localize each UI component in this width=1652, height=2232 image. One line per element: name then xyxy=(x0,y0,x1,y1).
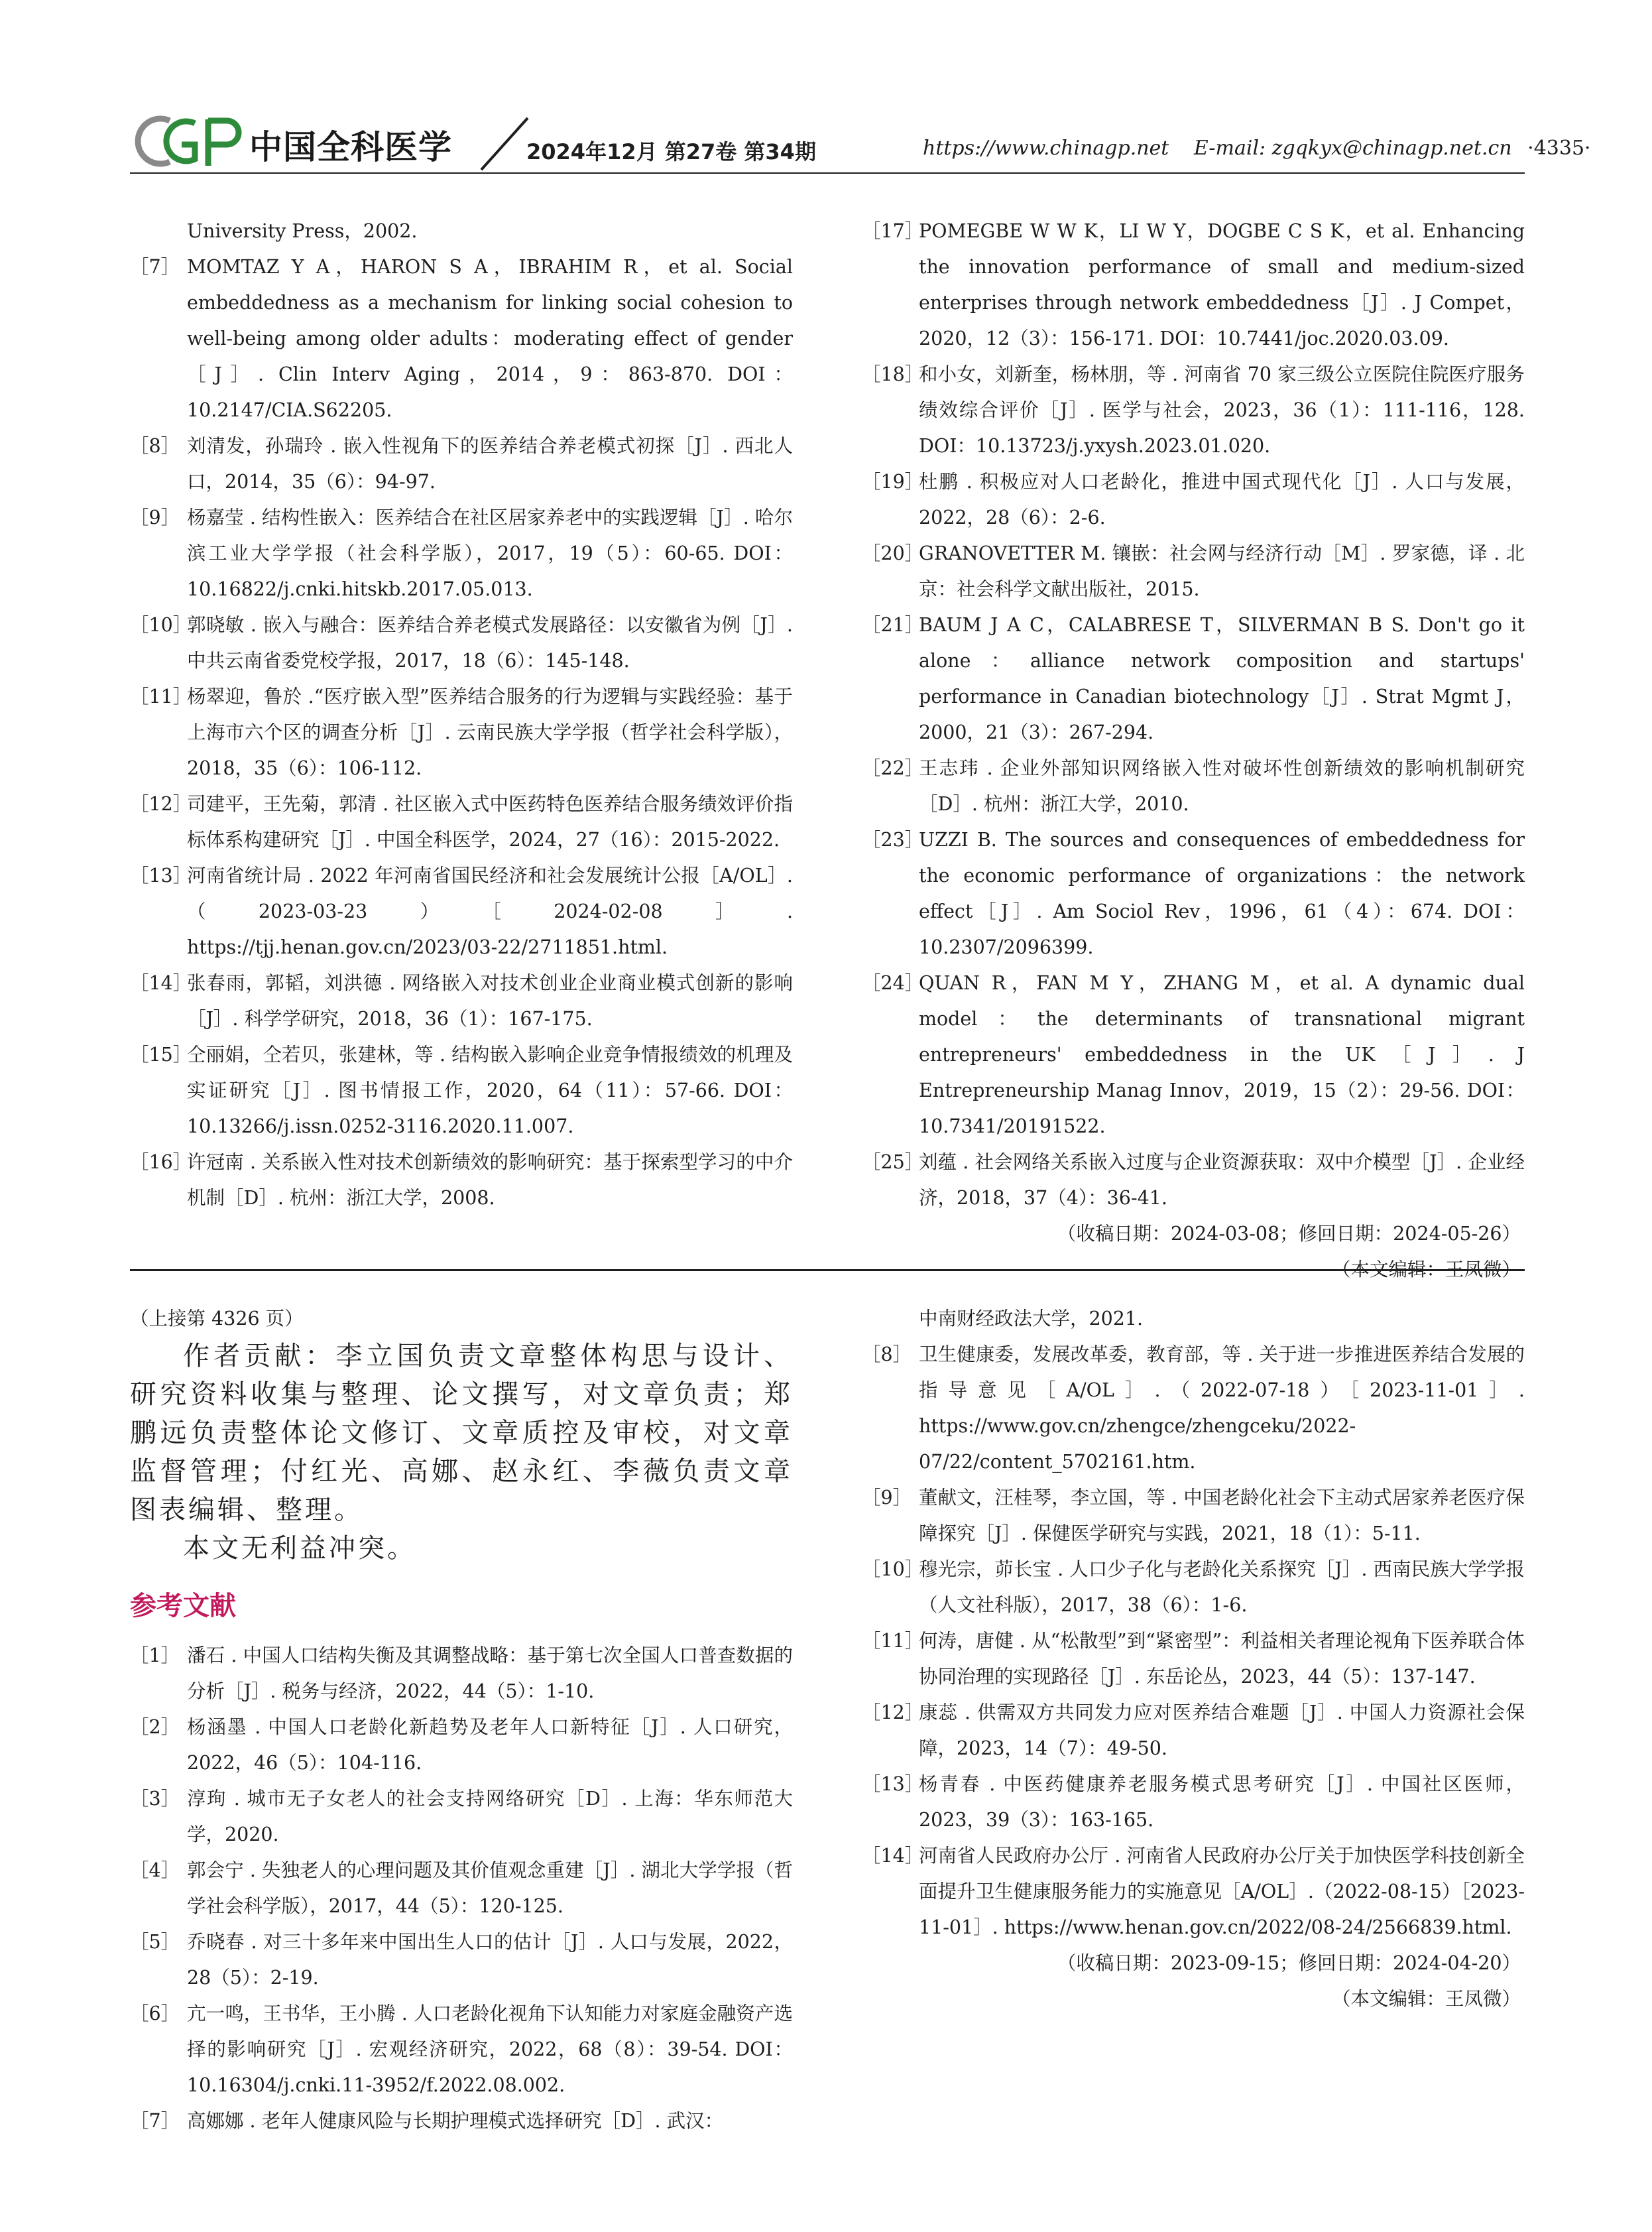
reference-item: ［7］ MOMTAZ Y A，HARON S A，IBRAHIM R，et al. Social embeddedness as a mechanism for linking social cohesion to well-being among older adults：moderating effect of gender［J］. Clin Interv Aging，2014，9：863-870. DOI：10.2147/CIA.S62205. xyxy=(130,256,793,421)
reference-item: ［5］ 乔晓春 . 对三十多年来中国出生人口的估计［J］. 人口与发展，2022，28（5）：2-19. xyxy=(130,1931,793,1989)
reference-item: ［19］ 杜鹏 . 积极应对人口老龄化，推进中国式现代化［J］. 人口与发展，2022，28（6）：2-6. xyxy=(862,471,1525,528)
reference-item: ［25］ 刘蕴 . 社会网络关系嵌入过度与企业资源获取：双中介模型［J］. 企业经济，2018，37（4）：36-41. xyxy=(862,1151,1525,1209)
page-header xyxy=(130,113,1591,172)
reference-item: ［3］ 淳珣 . 城市无子女老人的社会支持网络研究［D］. 上海：华东师范大学，2020. xyxy=(130,1788,793,1845)
header-rule xyxy=(130,172,1525,174)
reference-item: ［8］ 卫生健康委，发展改革委，教育部，等 . 关于进一步推进医养结合发展的指导意见［A/OL］.（2022-07-18）［2023-11-01］. https://www.gov.cn/zhengce/zhengceku/2022-07/22/content_5702161.htm. xyxy=(862,1343,1525,1473)
reference-item: ［22］ 王志玮 . 企业外部知识网络嵌入性对破坏性创新绩效的影响机制研究［D］. 杭州：浙江大学，2010. xyxy=(862,757,1525,815)
top-right-column xyxy=(862,214,1525,1288)
reference-item: ［2］ 杨涵墨 . 中国人口老龄化新趋势及老年人口新特征［J］. 人口研究，2022，46（5）：104-116. xyxy=(130,1716,793,1774)
reference-item: ［15］ 仝丽娟，仝若贝，张建林，等 . 结构嵌入影响企业竞争情报绩效的机理及实证研究［J］. 图书情报工作，2020，64（11）：57-66. DOI：10.13266/j.issn.0252-3116.2020.11.007. xyxy=(130,1044,793,1137)
reference-item: ［23］ UZZI B. The sources and consequences of embeddedness for the economic performance of organizations：the network effect［J］. Am Sociol Rev，1996，61（4）：674. DOI：10.2307/2096399. xyxy=(862,829,1525,958)
reference-item: ［8］ 刘清发，孙瑞玲 . 嵌入性视角下的医养结合养老模式初探［J］. 西北人口，2014，35（6）：94-97. xyxy=(130,435,793,493)
reference-item: ［9］ 董献文，汪桂琴，李立国，等 . 中国老龄化社会下主动式居家养老医疗保障探究［J］. 保健医学研究与实践，2021，18（1）：5-11. xyxy=(862,1487,1525,1544)
top-left-column xyxy=(130,214,793,1216)
reference-item: ［17］ POMEGBE W W K，LI W Y，DOGBE C S K，et al. Enhancing the innovation performance of small and medium-sized enterprises through network embeddedness［J］. J Compet，2020，12（3）：156-171. DOI：10.7441/joc.2020.03.09. xyxy=(862,220,1525,349)
reference-item: ［13］ 河南省统计局 . 2022 年河南省国民经济和社会发展统计公报［A/OL］.（2023-03-23）［2024-02-08］. https://tjj.henan.gov.cn/2023/03-22/2711851.html. xyxy=(130,865,793,958)
received-dates: （收稿日期：2024-03-08；修回日期：2024-05-26） xyxy=(1057,1223,1521,1245)
reference-item: ［11］ 杨翠迎，鲁於 .“医疗嵌入型”医养结合服务的行为逻辑与实践经验：基于上海市六个区的调查分析［J］. 云南民族大学学报（哲学社会科学版），2018，35（6）：106-112. xyxy=(130,686,793,779)
reference-item: ［11］ 何涛，唐健 . 从“松散型”到“紧密型”：利益相关者理论视角下医养联合体协同治理的实现路径［J］. 东岳论丛，2023，44（5）：137-147. xyxy=(862,1630,1525,1688)
references-title: 参考文献 xyxy=(130,1591,236,1621)
section-divider xyxy=(130,1269,1525,1271)
reference-item: ［9］ 杨嘉莹 . 结构性嵌入：医养结合在社区居家养老中的实践逻辑［J］. 哈尔滨工业大学学报（社会科学版），2017，19（5）：60-65. DOI：10.16822/j.cnki.hitskb.2017.05.013. xyxy=(130,507,793,600)
reference-item: ［12］ 康蕊 . 供需双方共同发力应对医养结合难题［J］. 中国人力资源社会保障，2023，14（7）：49-50. xyxy=(862,1702,1525,1759)
reference-item: ［13］ 杨青春 . 中医药健康养老服务模式思考研究［J］. 中国社区医师，2023，39（3）：163-165. xyxy=(862,1773,1525,1831)
journal-name: 中国全科医学 xyxy=(249,128,452,166)
author-contribution: 作者贡献：李立国负责文章整体构思与设计、研究资料收集与整理、论文撰写，对文章负责；郑鹏远负责整体论文修订、文章质控及审校，对文章监督管理；付红光、高娜、赵永红、李薇负责文章图表编辑、整理。 xyxy=(130,1341,793,1525)
editor-note: （本文编辑：王凤微） xyxy=(1331,1988,1521,2010)
reference-item: ［24］ QUAN R，FAN M Y，ZHANG M，et al. A dynamic dual model：the determinants of transnational migrant entrepreneurs' embeddedness in the UK［J］. J Entrepreneurship Manag Innov，2019，15（2）：29-56. DOI：10.7341/20191522. xyxy=(862,972,1525,1137)
reference-item: ［21］ BAUM J A C，CALABRESE T，SILVERMAN B S. Don't go it alone：alliance network composition and startups' performance in Canadian biotechnology［J］. Strat Mgmt J，2000，21（3）：267-294. xyxy=(862,614,1525,743)
ref-continuation: 中南财经政法大学，2021. xyxy=(919,1308,1144,1330)
journal-email[interactable]: E-mail: zgqkyx@chinagp.net.cn xyxy=(1193,137,1512,160)
reference-item: ［20］ GRANOVETTER M. 镶嵌：社会网与经济行动［M］. 罗家德，译 . 北京：社会科学文献出版社，2015. xyxy=(862,542,1525,600)
reference-item: ［14］ 河南省人民政府办公厅 . 河南省人民政府办公厅关于加快医学科技创新全面提升卫生健康服务能力的实施意见［A/OL］.（2022-08-15）［2023-11-01］. https://www.henan.gov.cn/2022/08-24/2566839.html. xyxy=(862,1845,1525,1938)
journal-url[interactable]: https://www.chinagp.net xyxy=(923,137,1169,160)
reference-item: ［4］ 郭会宁 . 失独老人的心理问题及其价值观念重建［J］. 湖北大学学报（哲学社会科学版），2017，44（5）：120-125. xyxy=(130,1859,793,1917)
journal-logo xyxy=(130,113,256,170)
received-dates: （收稿日期：2023-09-15；修回日期：2024-04-20） xyxy=(1057,1952,1521,1974)
editor-note: （本文编辑：王凤微） xyxy=(1331,1259,1521,1280)
header-right xyxy=(923,137,1652,160)
header-slash xyxy=(475,113,534,172)
reference-item: ［16］ 许冠南 . 关系嵌入性对技术创新绩效的影响研究：基于探索型学习的中介机制［D］. 杭州：浙江大学，2008. xyxy=(130,1151,793,1209)
ref-continuation: University Press，2002. xyxy=(187,220,418,242)
conflict-statement: 本文无利益冲突。 xyxy=(183,1533,416,1564)
reference-item: ［6］ 亢一鸣，王书华，王小腾 . 人口老龄化视角下认知能力对家庭金融资产选择的影响研究［J］. 宏观经济研究，2022，68（8）：39-54. DOI：10.16304/j.cnki.11-3952/f.2022.08.002. xyxy=(130,2003,793,2096)
page-number: ·4335· xyxy=(1527,137,1591,160)
issue-info: 2024年12月 第27卷 第34期 xyxy=(526,139,816,164)
reference-item: ［1］ 潘石 . 中国人口结构失衡及其调整战略：基于第七次全国人口普查数据的分析［J］. 税务与经济，2022，44（5）：1-10. xyxy=(130,1644,793,1702)
reference-item: ［7］ 高娜娜 . 老年人健康风险与长期护理模式选择研究［D］. 武汉： xyxy=(130,2110,724,2132)
reference-item: ［14］ 张春雨，郭韬，刘洪德 . 网络嵌入对技术创业企业商业模式创新的影响［J］. 科学学研究，2018，36（1）：167-175. xyxy=(130,972,793,1030)
continued-note: （上接第 4326 页） xyxy=(130,1308,304,1330)
reference-item: ［18］ 和小女，刘新奎，杨林朋，等 . 河南省 70 家三级公立医院住院医疗服务绩效综合评价［J］. 医学与社会，2023，36（1）：111-116，128. DOI：10.13723/j.yxysh.2023.01.020. xyxy=(862,363,1525,457)
reference-item: ［12］ 司建平，王先菊，郭清 . 社区嵌入式中医药特色医养结合服务绩效评价指标体系构建研究［J］. 中国全科医学，2024，27（16）：2015-2022. xyxy=(130,793,793,851)
reference-item: ［10］ 穆光宗，茆长宝 . 人口少子化与老龄化关系探究［J］. 西南民族大学学报（人文社科版），2017，38（6）：1-6. xyxy=(862,1558,1525,1616)
reference-item: ［10］ 郭晓敏 . 嵌入与融合：医养结合养老模式发展路径：以安徽省为例［J］. 中共云南省委党校学报，2017，18（6）：145-148. xyxy=(130,614,793,672)
bottom-right-column xyxy=(862,1301,1525,2017)
bottom-left-column xyxy=(130,1301,793,2139)
